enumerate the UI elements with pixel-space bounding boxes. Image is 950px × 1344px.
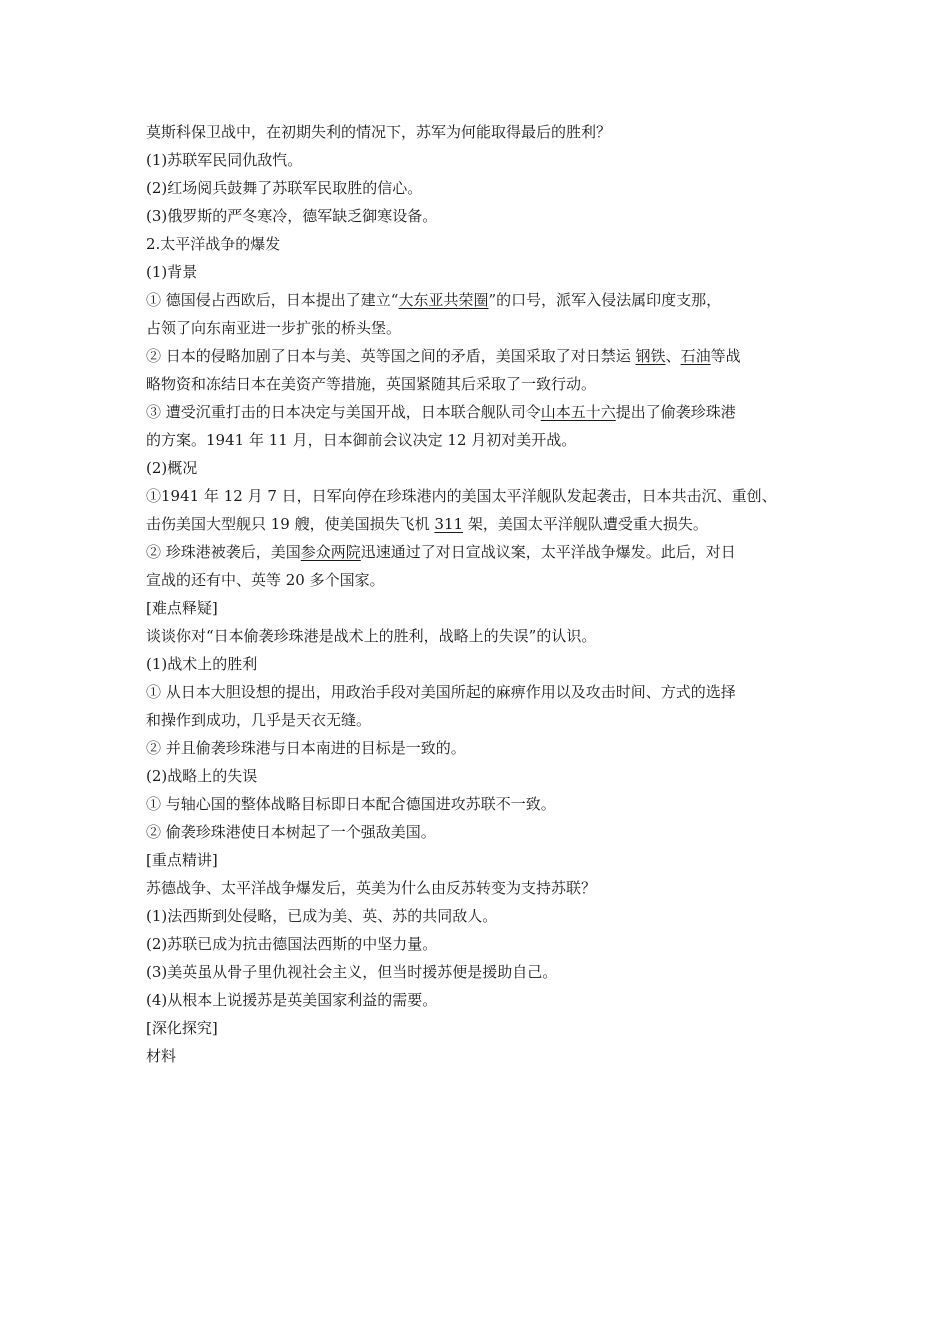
fill-in-answer: 大东亚共荣圈 bbox=[398, 291, 489, 309]
text: 2.太平洋战争的爆发 bbox=[146, 235, 281, 253]
body-line bbox=[146, 426, 826, 454]
section-heading bbox=[146, 230, 826, 258]
text: 宣战的还有中、英等 20 多个国家。 bbox=[146, 571, 385, 589]
text: 材料 bbox=[146, 1047, 177, 1065]
text: ① 德国侵占西欧后，日本提出了建立“ bbox=[146, 291, 399, 309]
text: ② 日本的侵略加剧了日本与美、英等国之间的矛盾，美国采取了对日禁运 bbox=[146, 347, 636, 365]
text: (1)法西斯到处侵略，已成为美、英、苏的共同敌人。 bbox=[146, 907, 498, 925]
body-line bbox=[146, 286, 826, 314]
answer-line bbox=[146, 930, 826, 958]
answer-line bbox=[146, 202, 826, 230]
body-line bbox=[146, 538, 826, 566]
text: (4)从根本上说援苏是英美国家利益的需要。 bbox=[146, 991, 438, 1009]
text: 、 bbox=[665, 347, 681, 365]
text: ① 与轴心国的整体战略目标即日本配合德国进攻苏联不一致。 bbox=[146, 795, 556, 813]
body-line bbox=[146, 678, 826, 706]
text: (3)美英虽从骨子里仇视社会主义，但当时援苏便是援助自己。 bbox=[146, 963, 558, 981]
text: 苏德战争、太平洋战争爆发后，英美为什么由反苏转变为支持苏联？ bbox=[146, 879, 597, 897]
fill-in-answer: 钢铁 bbox=[635, 347, 666, 365]
answer-line bbox=[146, 146, 826, 174]
text: ② 偷袭珍珠港使日本树起了一个强敌美国。 bbox=[146, 823, 436, 841]
text: (1)苏联军民同仇敌忾。 bbox=[146, 151, 303, 169]
text: (2)概况 bbox=[146, 459, 198, 477]
fill-in-answer: 311 bbox=[434, 515, 464, 533]
text: 迅速通过了对日宣战议案，太平洋战争爆发。此后，对日 bbox=[360, 543, 736, 561]
text: ”的口号，派军入侵法属印度支那， bbox=[488, 291, 722, 309]
question-line bbox=[146, 622, 826, 650]
text: 架，美国太平洋舰队遭受重大损失。 bbox=[463, 515, 708, 533]
body-line bbox=[146, 314, 826, 342]
body-line bbox=[146, 566, 826, 594]
answer-line bbox=[146, 986, 826, 1014]
text: ① 从日本大胆设想的提出，用政治手段对美国所起的麻痹作用以及攻击时间、方式的选择 bbox=[146, 683, 736, 701]
text: (2)战略上的失误 bbox=[146, 767, 258, 785]
text: (1)战术上的胜利 bbox=[146, 655, 258, 673]
text: ③ 遭受沉重打击的日本决定与美国开战，日本联合舰队司令 bbox=[146, 403, 541, 421]
text: ② 并且偷袭珍珠港与日本南进的目标是一致的。 bbox=[146, 739, 466, 757]
subsection-heading bbox=[146, 650, 826, 678]
body-line bbox=[146, 734, 826, 762]
body-line bbox=[146, 510, 826, 538]
body-line bbox=[146, 342, 826, 370]
answer-line bbox=[146, 902, 826, 930]
text: [重点精讲] bbox=[146, 851, 218, 869]
answer-line bbox=[146, 174, 826, 202]
text: 谈谈你对“日本偷袭珍珠港是战术上的胜利，战略上的失误”的认识。 bbox=[146, 627, 597, 645]
text: 和操作到成功，几乎是天衣无缝。 bbox=[146, 711, 372, 729]
answer-line bbox=[146, 958, 826, 986]
text: (2)红场阅兵鼓舞了苏联军民取胜的信心。 bbox=[146, 179, 423, 197]
body-line bbox=[146, 706, 826, 734]
text: (2)苏联已成为抗击德国法西斯的中坚力量。 bbox=[146, 935, 438, 953]
body-line bbox=[146, 482, 826, 510]
text: ①1941 年 12 月 7 日，日军向停在珍珠港内的美国太平洋舰队发起袭击，日本共击沉、重创、 bbox=[146, 487, 777, 505]
body-line bbox=[146, 790, 826, 818]
section-tag bbox=[146, 1014, 826, 1042]
body-line bbox=[146, 398, 826, 426]
text: 略物资和冻结日本在美资产等措施，英国紧随其后采取了一致行动。 bbox=[146, 375, 597, 393]
text: 的方案。1941 年 11 月，日本御前会议决定 12 月初对美开战。 bbox=[146, 431, 577, 449]
material-label bbox=[146, 1042, 826, 1070]
text: 等战 bbox=[710, 347, 741, 365]
body-line bbox=[146, 818, 826, 846]
document-page bbox=[146, 118, 826, 1070]
subsection-heading bbox=[146, 258, 826, 286]
text: 提出了偷袭珍珠港 bbox=[615, 403, 736, 421]
text: [深化探究] bbox=[146, 1019, 218, 1037]
fill-in-answer: 山本五十六 bbox=[540, 403, 616, 421]
text: 占领了向东南亚进一步扩张的桥头堡。 bbox=[146, 319, 402, 337]
text: [难点释疑] bbox=[146, 599, 218, 617]
question-line bbox=[146, 118, 826, 146]
subsection-heading bbox=[146, 454, 826, 482]
section-tag bbox=[146, 594, 826, 622]
body-line bbox=[146, 370, 826, 398]
fill-in-answer: 石油 bbox=[680, 347, 711, 365]
subsection-heading bbox=[146, 762, 826, 790]
text: 击伤美国大型舰只 19 艘，使美国损失飞机 bbox=[146, 515, 435, 533]
text: 莫斯科保卫战中，在初期失利的情况下，苏军为何能取得最后的胜利？ bbox=[146, 123, 612, 141]
text: (3)俄罗斯的严冬寒冷，德军缺乏御寒设备。 bbox=[146, 207, 438, 225]
text: ② 珍珠港被袭后，美国 bbox=[146, 543, 301, 561]
text: (1)背景 bbox=[146, 263, 198, 281]
section-tag bbox=[146, 846, 826, 874]
fill-in-answer: 参众两院 bbox=[300, 543, 361, 561]
question-line bbox=[146, 874, 826, 902]
